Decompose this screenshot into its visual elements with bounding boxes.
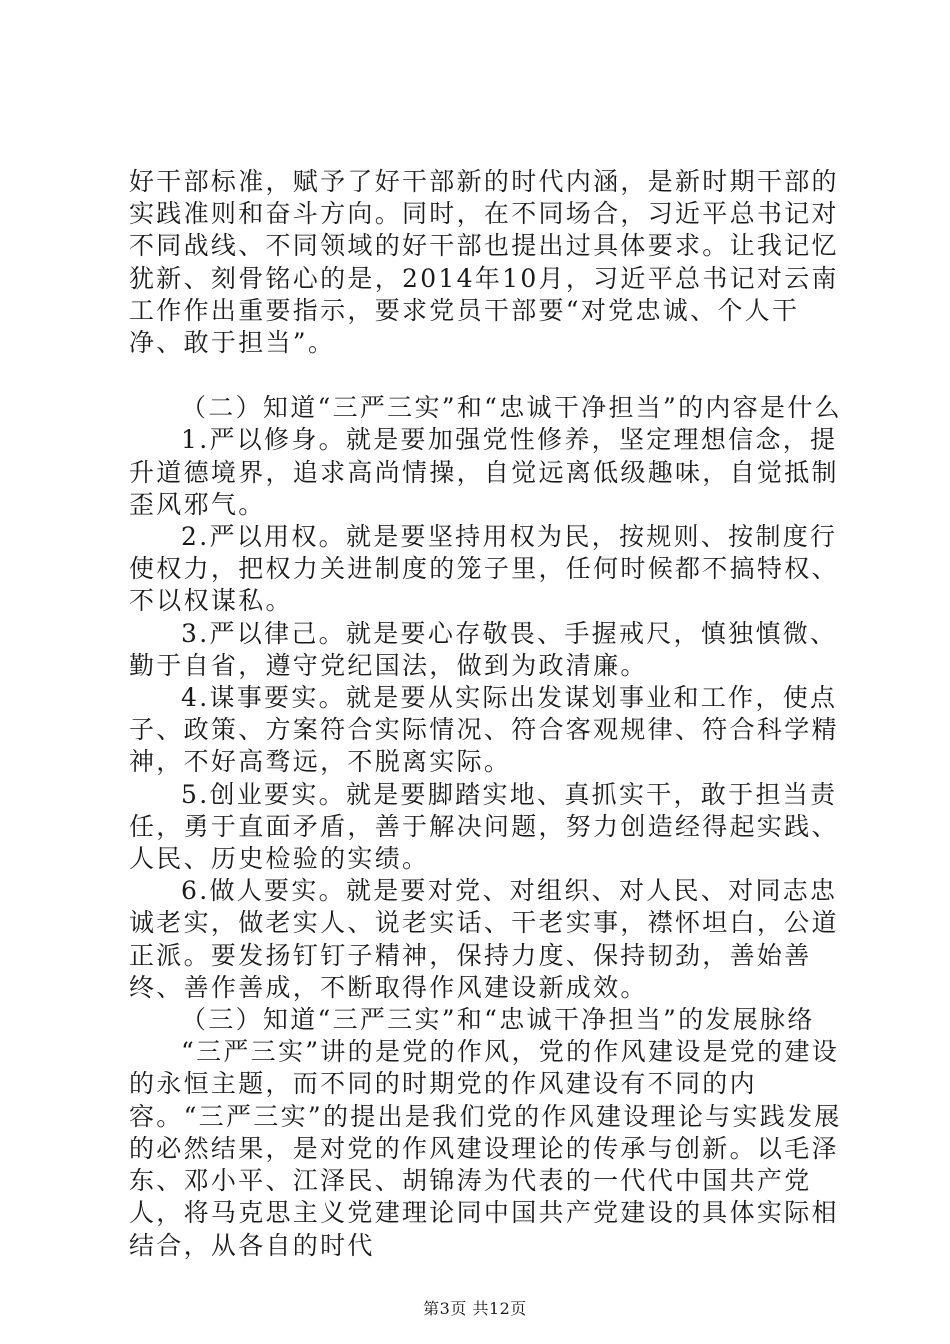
list-item-1: 1.严以修身。就是要加强党性修养，坚定理想信念，提升道德境界，追求高尚情操，自觉远离低级趣味，自觉抵制歪风邪气。 (129, 425, 839, 519)
paragraph-good-cadre-standard: 好干部标准，赋予了好干部新的时代内涵，是新时期干部的实践准则和奋斗方向。同时，在不同场合，习近平总书记对不同战线、不同领域的好干部也提出过具体要求。让我记忆犹新、刻骨铭心的是，2014年10月，习近平总书记对云南工作作出重要指示，要求党员干部要“对党忠诚、个人干净、敢于担当”。 (129, 167, 839, 358)
list-item-4: 4.谋事要实。就是要从实际出发谋划事业和工作，使点子、政策、方案符合实际情况、符合客观规律、符合科学精神，不好高骛远，不脱离实际。 (129, 683, 839, 777)
list-item-2: 2.严以用权。就是要坚持用权为民，按规则、按制度行使权力，把权力关进制度的笼子里，任何时候都不搞特权、不以权谋私。 (129, 522, 839, 616)
section-heading-two: （二）知道“三严三实”和“忠诚干净担当”的内容是什么 (181, 393, 842, 423)
section-heading-three: （三）知道“三严三实”和“忠诚干净担当”的发展脉络 (181, 1005, 815, 1035)
list-item-3: 3.严以律己。就是要心存敬畏、手握戒尺，慎独慎微、勤于自省，遵守党纪国法，做到为政清廉。 (129, 618, 838, 680)
paragraph-gap (129, 359, 844, 392)
paragraph-development-context: “三严三实”讲的是党的作风，党的作风建设是党的建设的永恒主题，而不同的时期党的作风建设有不同的内容。“三严三实”的提出是我们党的作风建设理论与实践发展的必然结果，是对党的作风建设理论的传承与创新。以毛泽东、邓小平、江泽民、胡锦涛为代表的一代代中国共产党人，将马克思主义党建理论同中国共产党建设的具体实际相结合，从各自的时代 (129, 1037, 842, 1260)
list-item-5: 5.创业要实。就是要脚踏实地、真抓实干，敢于担当责任，勇于直面矛盾，善于解决问题，努力创造经得起实践、人民、历史检验的实绩。 (129, 779, 839, 874)
document-body (129, 166, 844, 1262)
list-item-6: 6.做人要实。就是要对党、对组织、对人民、对同志忠诚老实，做老实人、说老实话、干老实事，襟怀坦白，公道正派。要发扬钉钉子精神，保持力度、保持韧劲，善始善终、善作善成，不断取得作风建设新成效。 (129, 876, 839, 1002)
page-number-footer: 第3页 共12页 (423, 1299, 527, 1318)
